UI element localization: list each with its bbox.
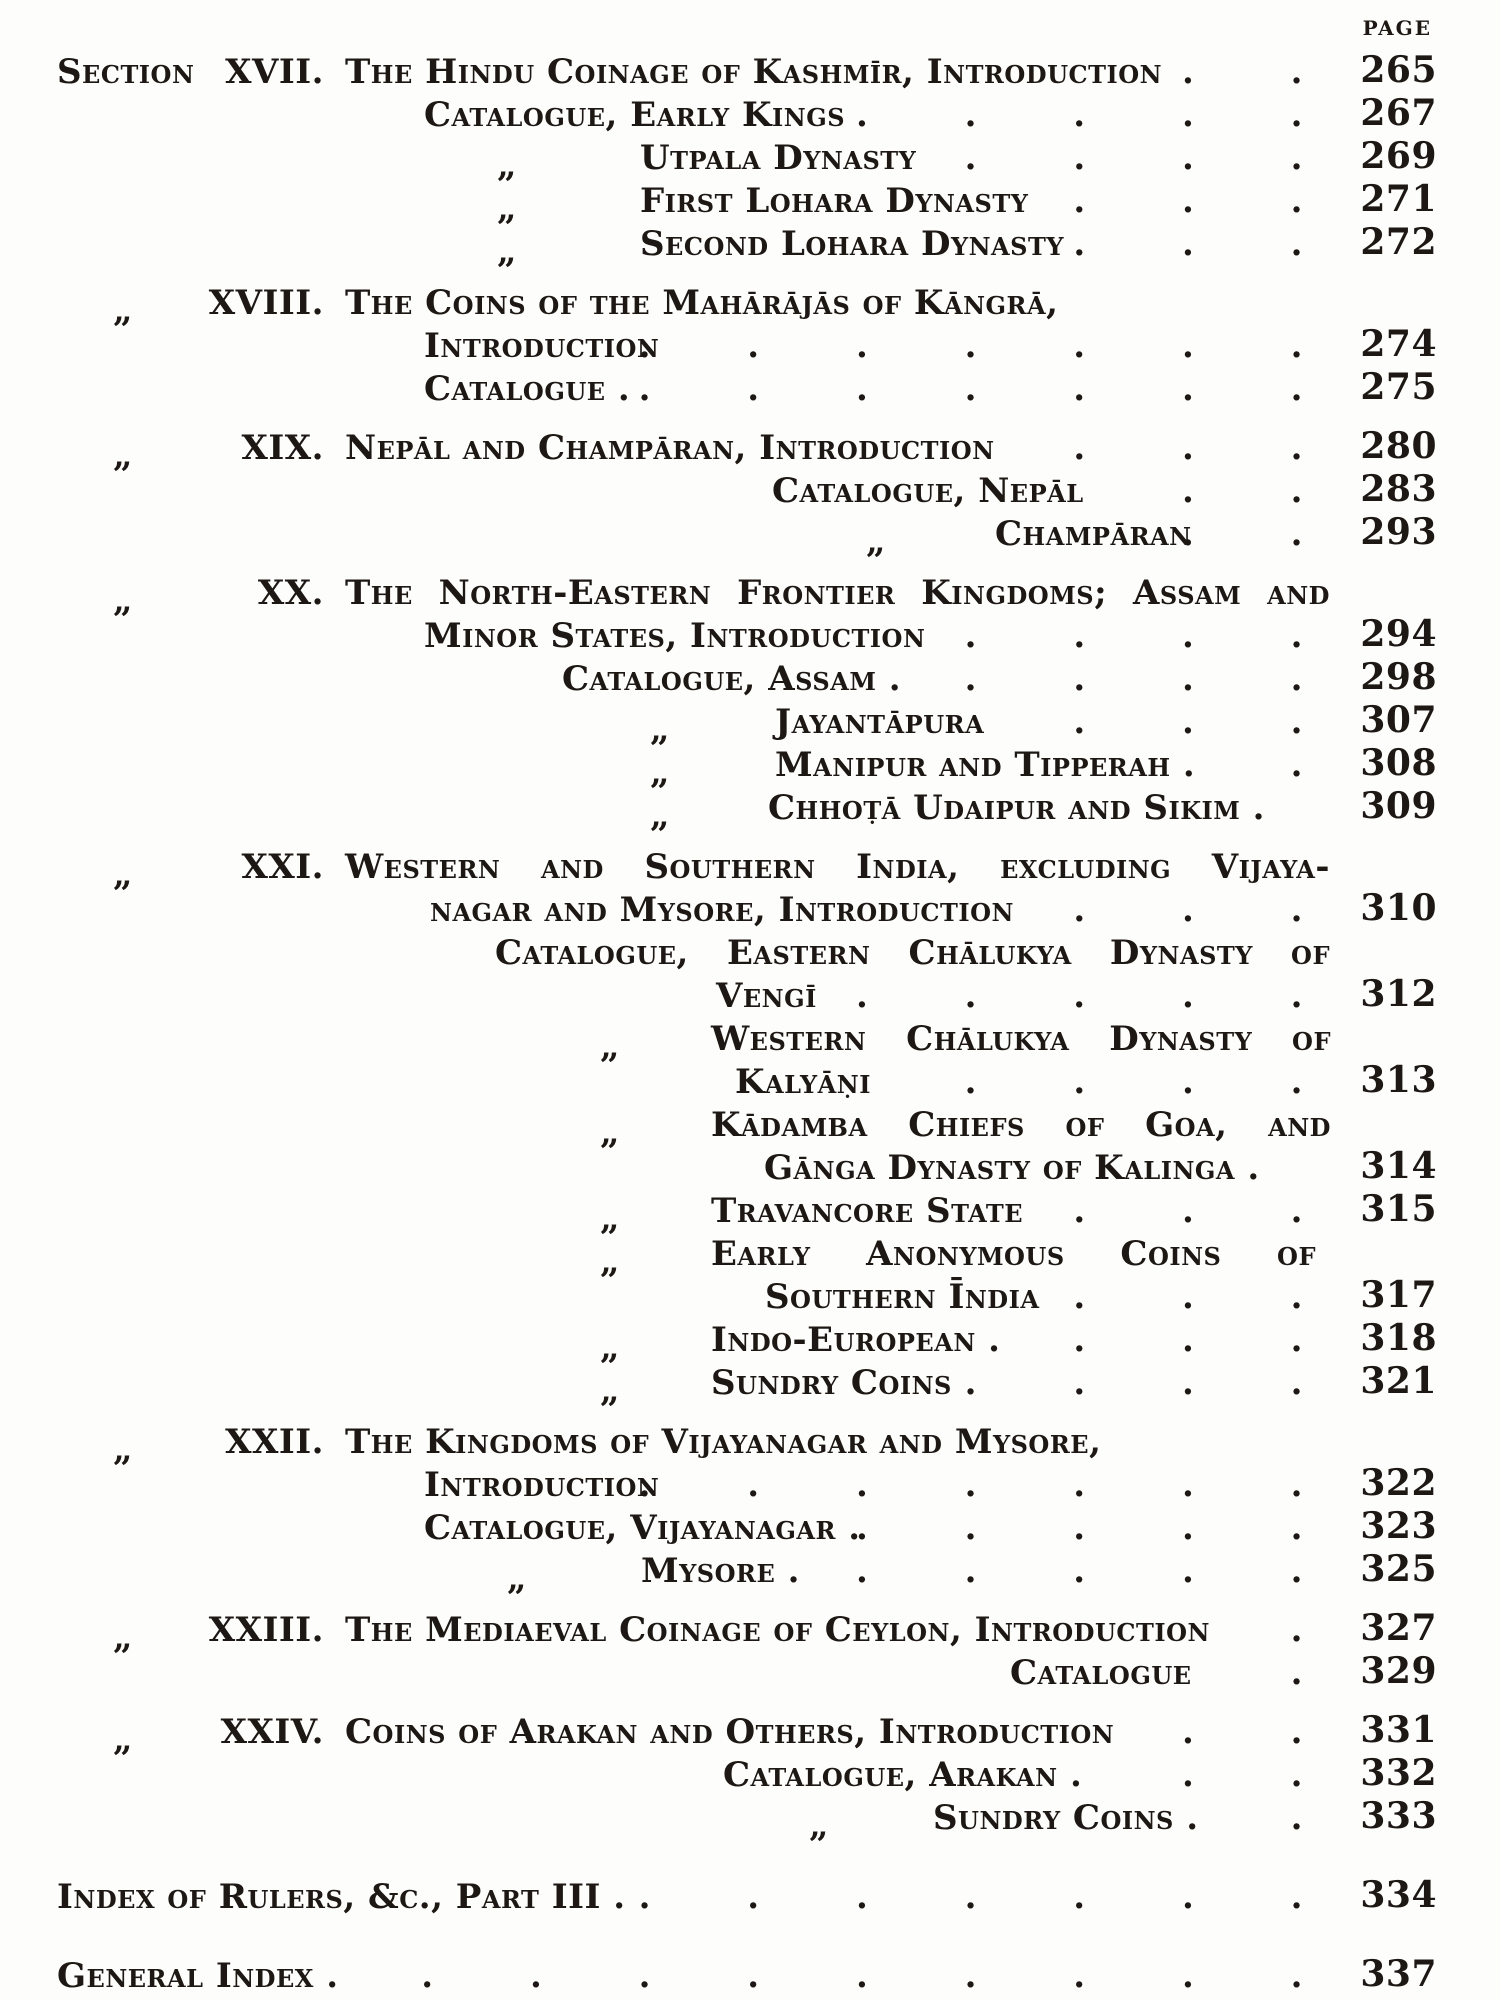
- toc-row-title: Minor States, Introduction: [424, 616, 926, 656]
- toc-row-ditto-mark: „: [650, 753, 671, 793]
- toc-row: [0, 742, 1500, 793]
- toc-row-page-number: 269: [1360, 135, 1437, 177]
- toc-row-dot-leader: . . . .: [964, 659, 1303, 699]
- toc-row-page-number: 334: [1360, 1874, 1437, 1916]
- toc-row-title: Indo-European .: [711, 1320, 1001, 1360]
- toc-row-ditto-mark: „: [600, 1328, 621, 1368]
- toc-row-title: Jayantāpura: [775, 702, 985, 742]
- toc-row-title: The Coins of the Mahārājās of Kāngrā,: [345, 283, 1059, 323]
- toc-row-ditto-mark: „: [497, 189, 518, 229]
- toc-row: [0, 1360, 1500, 1411]
- toc-row-title: First Lohara Dynasty: [640, 181, 1029, 221]
- toc-row: [0, 1752, 1500, 1798]
- toc-row-page-number: 283: [1360, 468, 1437, 510]
- toc-row-page-number: 337: [1360, 1953, 1437, 1995]
- toc-row-title: Mysore .: [641, 1551, 800, 1591]
- toc-row-dot-leader: . .: [1181, 52, 1303, 92]
- toc-row-section-numeral: XXIII.: [208, 1610, 324, 1650]
- toc-row-title: The Hindu Coinage of Kashmīr, Introduction: [345, 52, 1163, 92]
- toc-row-section-label: Section: [57, 52, 195, 92]
- toc-row-title: Sundry Coins .: [933, 1798, 1199, 1838]
- toc-row: [0, 425, 1500, 476]
- toc-row-page-number: 317: [1360, 1274, 1437, 1316]
- toc-list: [0, 49, 1500, 1999]
- toc-row-page-number: 298: [1360, 656, 1437, 698]
- toc-row: [0, 468, 1500, 514]
- toc-row: [0, 1188, 1500, 1239]
- toc-row-title: The Kingdoms of Vijayanagar and Mysore,: [345, 1422, 1102, 1462]
- toc-row-page-number: 312: [1360, 973, 1437, 1015]
- toc-row-page-number: 331: [1360, 1709, 1437, 1751]
- toc-row-title: Introduction: [424, 326, 660, 366]
- toc-row-title: Manipur and Tipperah .: [775, 745, 1196, 785]
- toc-row-page-number: 318: [1360, 1317, 1437, 1359]
- toc-row: [0, 1105, 1500, 1153]
- toc-row-section-numeral: XVIII.: [208, 283, 324, 323]
- toc-row-ditto-mark: „: [600, 1113, 621, 1153]
- toc-row-title: Chhoṭā Udaipur and Sikim .: [768, 788, 1266, 828]
- toc-row: [0, 178, 1500, 229]
- toc-row-dot-leader: . . . . .: [855, 95, 1303, 135]
- toc-row: [0, 699, 1500, 750]
- toc-row-page-number: 313: [1360, 1059, 1437, 1101]
- toc-row-section-label: „: [113, 1430, 134, 1470]
- toc-row-title: The Mediaeval Coinage of Ceylon, Introduction: [345, 1610, 1210, 1650]
- toc-row-title: Catalogue, Nepāl: [772, 471, 1084, 511]
- toc-row-dot-leader: .: [1290, 745, 1303, 785]
- toc-row-section-numeral: XXII.: [225, 1422, 324, 1462]
- toc-row-page-number: 315: [1360, 1188, 1437, 1230]
- toc-row-dot-leader: . . . . . . .: [638, 1465, 1303, 1505]
- toc-row-ditto-mark: „: [650, 796, 671, 836]
- toc-row-dot-leader: . . . . . . .: [638, 1877, 1303, 1917]
- toc-row-dot-leader: . .: [1181, 471, 1303, 511]
- page-column-header: PAGE: [1362, 16, 1432, 40]
- toc-row: [0, 973, 1500, 1019]
- toc-row-section-label: „: [113, 1618, 134, 1658]
- toc-row: [0, 1953, 1500, 1999]
- toc-row-page-number: 280: [1360, 425, 1437, 467]
- toc-row-ditto-mark: „: [809, 1806, 830, 1846]
- toc-row-ditto-mark: „: [650, 710, 671, 750]
- toc-row-ditto-mark: „: [866, 522, 887, 562]
- toc-row-dot-leader: . . .: [1073, 702, 1303, 742]
- toc-row-dot-leader: . . . . .: [855, 1508, 1303, 1548]
- toc-row-page-number: 271: [1360, 178, 1437, 220]
- toc-row-dot-leader: . . . .: [964, 138, 1303, 178]
- toc-row: [0, 92, 1500, 138]
- toc-row: [0, 1874, 1500, 1920]
- toc-row-page-number: 307: [1360, 699, 1437, 741]
- toc-row: [0, 1274, 1500, 1320]
- toc-row: [0, 847, 1500, 895]
- toc-row-page-number: 322: [1360, 1462, 1437, 1504]
- toc-row-section-label: „: [113, 291, 134, 331]
- toc-row-title: Catalogue: [1010, 1653, 1192, 1693]
- toc-row-section-numeral: XX.: [257, 573, 324, 613]
- toc-row-dot-leader: . . . . . . . . .: [421, 1956, 1303, 1996]
- toc-row-page-number: 308: [1360, 742, 1437, 784]
- toc-row: [0, 887, 1500, 933]
- toc-row: [0, 221, 1500, 272]
- toc-row-page-number: 265: [1360, 49, 1437, 91]
- toc-row: [0, 1709, 1500, 1760]
- toc-row-dot-leader: .: [1290, 1653, 1303, 1693]
- toc-row: [0, 1462, 1500, 1508]
- toc-row-page-number: 321: [1360, 1360, 1437, 1402]
- toc-row-title: Gānga Dynasty of Kalinga .: [764, 1148, 1260, 1188]
- toc-row-section-label: „: [113, 1720, 134, 1760]
- toc-row-page-number: 332: [1360, 1752, 1437, 1794]
- toc-row-page-number: 327: [1360, 1607, 1437, 1649]
- toc-row-dot-leader: . . . . . . .: [638, 369, 1303, 409]
- toc-row-title: Travancore State: [711, 1191, 1024, 1231]
- toc-row-page-number: 272: [1360, 221, 1437, 263]
- toc-row-page-number: 309: [1360, 785, 1437, 827]
- toc-row-title: Kalyāṇi: [735, 1062, 871, 1102]
- toc-row-dot-leader: . . . .: [964, 1363, 1303, 1403]
- toc-row-dot-leader: . . .: [1073, 1191, 1303, 1231]
- toc-row-title: The North-Eastern Frontier Kingdoms; Assam and: [345, 573, 1330, 613]
- toc-row-ditto-mark: „: [497, 232, 518, 272]
- toc-row: [0, 1505, 1500, 1551]
- toc-row-title: Vengī: [716, 976, 817, 1016]
- toc-row-title: Catalogue, Vijayanagar .: [424, 1508, 861, 1548]
- toc-row: [0, 785, 1500, 836]
- toc-row: [0, 1422, 1500, 1470]
- toc-row-title: Index of Rulers, &c., Part III .: [57, 1877, 626, 1917]
- toc-row-section-numeral: XIX.: [241, 428, 324, 468]
- toc-row-title: nagar and Mysore, Introduction: [430, 890, 1014, 930]
- toc-row-dot-leader: .: [1290, 1798, 1303, 1838]
- toc-row-page-number: 294: [1360, 613, 1437, 655]
- toc-row-title: Southern Īndia: [765, 1277, 1040, 1317]
- toc-row-title: Western Chālukya Dynasty of: [711, 1019, 1331, 1059]
- toc-row-page-number: 323: [1360, 1505, 1437, 1547]
- toc-row-dot-leader: . . .: [1073, 1277, 1303, 1317]
- toc-row: [0, 323, 1500, 369]
- toc-row-dot-leader: . . . .: [964, 1062, 1303, 1102]
- toc-row: [0, 1145, 1500, 1191]
- toc-row-ditto-mark: „: [507, 1559, 528, 1599]
- toc-row: [0, 1059, 1500, 1105]
- toc-row: [0, 613, 1500, 659]
- toc-row-dot-leader: . . .: [1073, 428, 1303, 468]
- toc-row-dot-leader: .: [1290, 1610, 1303, 1650]
- toc-row-page-number: 333: [1360, 1795, 1437, 1837]
- toc-row-title: General Index .: [57, 1956, 339, 1996]
- toc-row: [0, 1234, 1500, 1282]
- toc-row: [0, 283, 1500, 331]
- toc-row-title: Western and Southern India, excluding Vijaya-: [345, 847, 1330, 887]
- toc-row-dot-leader: . . .: [1073, 181, 1303, 221]
- toc-row-title: Introduction: [424, 1465, 660, 1505]
- toc-row-dot-leader: . . . . .: [855, 1551, 1303, 1591]
- toc-row-dot-leader: . .: [1181, 1755, 1303, 1795]
- toc-row: [0, 511, 1500, 562]
- toc-row-dot-leader: . . . .: [964, 616, 1303, 656]
- toc-row: [0, 933, 1500, 976]
- toc-row: [0, 1607, 1500, 1658]
- toc-row-section-label: „: [113, 581, 134, 621]
- toc-row-ditto-mark: „: [600, 1027, 621, 1067]
- toc-row-title: Utpala Dynasty: [640, 138, 917, 178]
- toc-row-section-label: „: [113, 436, 134, 476]
- toc-row-title: Second Lohara Dynasty: [640, 224, 1064, 264]
- toc-row-page-number: 267: [1360, 92, 1437, 134]
- toc-row-title: Catalogue, Arakan .: [723, 1755, 1083, 1795]
- toc-row: [0, 1317, 1500, 1368]
- toc-row-dot-leader: . . . . . . .: [638, 326, 1303, 366]
- toc-row: [0, 1650, 1500, 1696]
- toc-row-dot-leader: . . .: [1073, 890, 1303, 930]
- toc-row-page-number: 314: [1360, 1145, 1437, 1187]
- toc-row-section-numeral: XXI.: [241, 847, 324, 887]
- toc-row: [0, 49, 1500, 95]
- toc-row-section-label: „: [113, 855, 134, 895]
- toc-row: [0, 1795, 1500, 1846]
- toc-row-title: Catalogue, Early Kings: [424, 95, 846, 135]
- toc-row-title: Kādamba Chiefs of Goa, and: [711, 1105, 1331, 1145]
- toc-row-page-number: 310: [1360, 887, 1437, 929]
- toc-row-section-numeral: XVII.: [225, 52, 324, 92]
- toc-row-title: Champāran: [995, 514, 1192, 554]
- toc-row-dot-leader: . .: [1181, 514, 1303, 554]
- toc-row-title: Catalogue .: [424, 369, 631, 409]
- toc-row-page-number: 274: [1360, 323, 1437, 365]
- toc-row-page-number: 275: [1360, 366, 1437, 408]
- toc-row-title: Early Anonymous Coins of: [711, 1234, 1316, 1274]
- toc-row-ditto-mark: „: [600, 1199, 621, 1239]
- toc-row: [0, 1548, 1500, 1599]
- toc-row-dot-leader: . . .: [1073, 224, 1303, 264]
- toc-row-page-number: 329: [1360, 1650, 1437, 1692]
- toc-row-title: Catalogue, Eastern Chālukya Dynasty of: [495, 933, 1330, 973]
- toc-row: [0, 1019, 1500, 1067]
- toc-row-page-number: 325: [1360, 1548, 1437, 1590]
- toc-row-ditto-mark: „: [497, 146, 518, 186]
- toc-row-title: Coins of Arakan and Others, Introduction: [345, 1712, 1115, 1752]
- toc-row-title: Nepāl and Champāran, Introduction: [345, 428, 995, 468]
- toc-row-page-number: 293: [1360, 511, 1437, 553]
- toc-row: [0, 573, 1500, 621]
- toc-row: [0, 135, 1500, 186]
- toc-row-section-numeral: XXIV.: [220, 1712, 324, 1752]
- toc-row-dot-leader: . .: [1181, 1712, 1303, 1752]
- toc-row-title: Sundry Coins: [711, 1363, 952, 1403]
- toc-row: [0, 656, 1500, 702]
- toc-row-title: Catalogue, Assam .: [562, 659, 902, 699]
- toc-row-dot-leader: . . .: [1073, 1320, 1303, 1360]
- toc-row: [0, 366, 1500, 412]
- toc-row-ditto-mark: „: [600, 1242, 621, 1282]
- toc-row-ditto-mark: „: [600, 1371, 621, 1411]
- toc-row-dot-leader: . . . . .: [855, 976, 1303, 1016]
